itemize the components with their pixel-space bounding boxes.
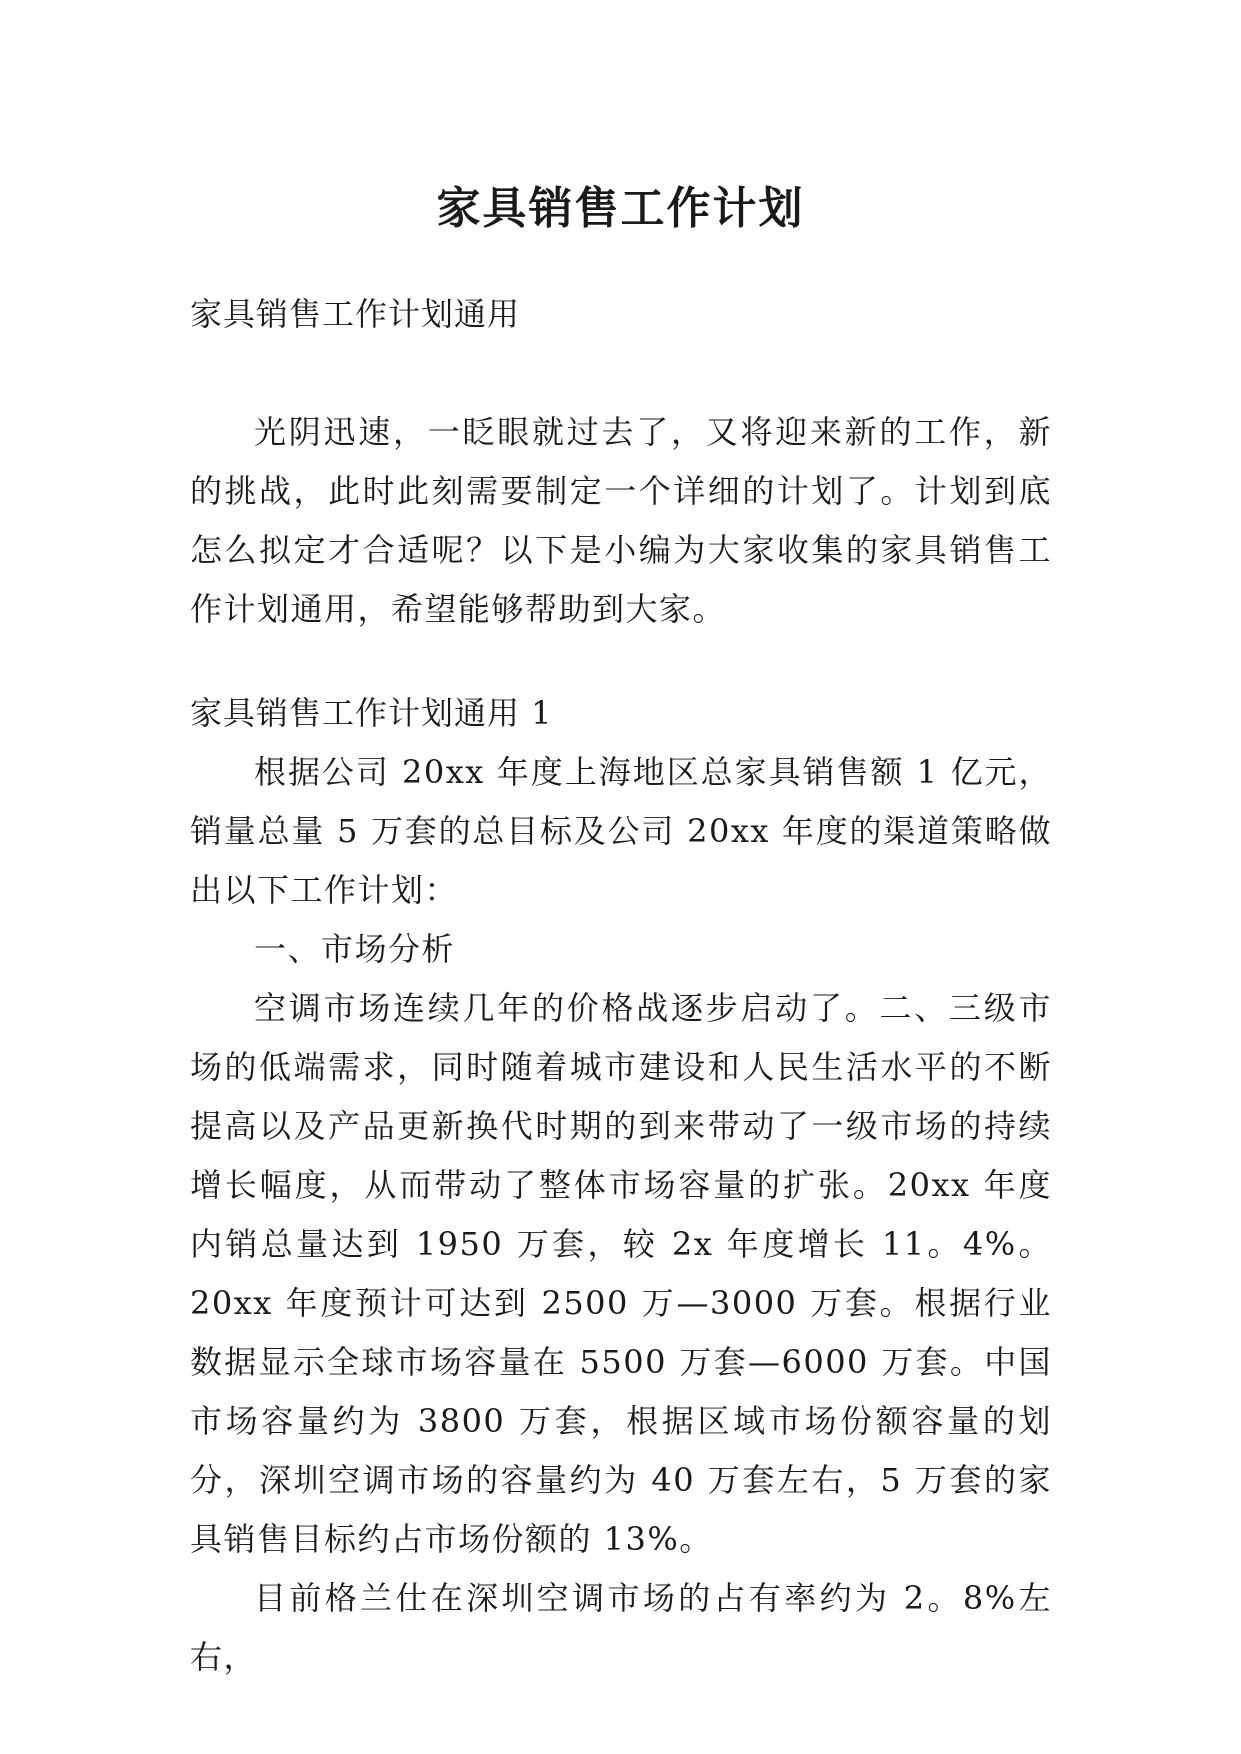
- spacer: [190, 639, 1052, 684]
- section-subheading: 一、市场分析: [254, 930, 456, 968]
- body-paragraph: 根据公司 20xx 年度上海地区总家具销售额 1 亿元，销量总量 5 万套的总目标及公司 20xx 年度的渠道策略做出以下工作计划：: [190, 753, 1052, 909]
- body-paragraph: 空调市场连续几年的价格战逐步启动了。二、三级市场的低端需求，同时随着城市建设和人民生活水平的不断提高以及产品更新换代时期的到来带动了一级市场的持续增长幅度，从而带动了整体市场容量的扩张。20xx 年度内销总量达到 1950 万套，较 2x 年度增长 11。4%。20xx 年度预计可达到 2500 万—3000 万套。根据行业数据显示全球市场容量在 5500 万套—6000 万套。中国市场容量约为 3800 万套，根据区域市场份额容量的划分，深圳空调市场的容量约为 40 万套左右，5 万套的家具销售目标约占市场份额的 13%。: [190, 989, 1052, 1558]
- section-heading: 家具销售工作计划通用 1: [190, 694, 553, 732]
- document-subtitle: 家具销售工作计划通用: [190, 295, 521, 333]
- body-paragraph: 目前格兰仕在深圳空调市场的占有率约为 2。8%左右，: [190, 1579, 1052, 1676]
- spacer: [190, 344, 1052, 403]
- page-title: 家具销售工作计划: [436, 183, 805, 235]
- intro-paragraph: 光阴迅速，一眨眼就过去了，又将迎来新的工作，新的挑战，此时此刻需要制定一个详细的计划了。计划到底怎么拟定才合适呢？以下是小编为大家收集的家具销售工作计划通用，希望能够帮助到大家。: [190, 413, 1052, 628]
- document-body: [190, 285, 1052, 1687]
